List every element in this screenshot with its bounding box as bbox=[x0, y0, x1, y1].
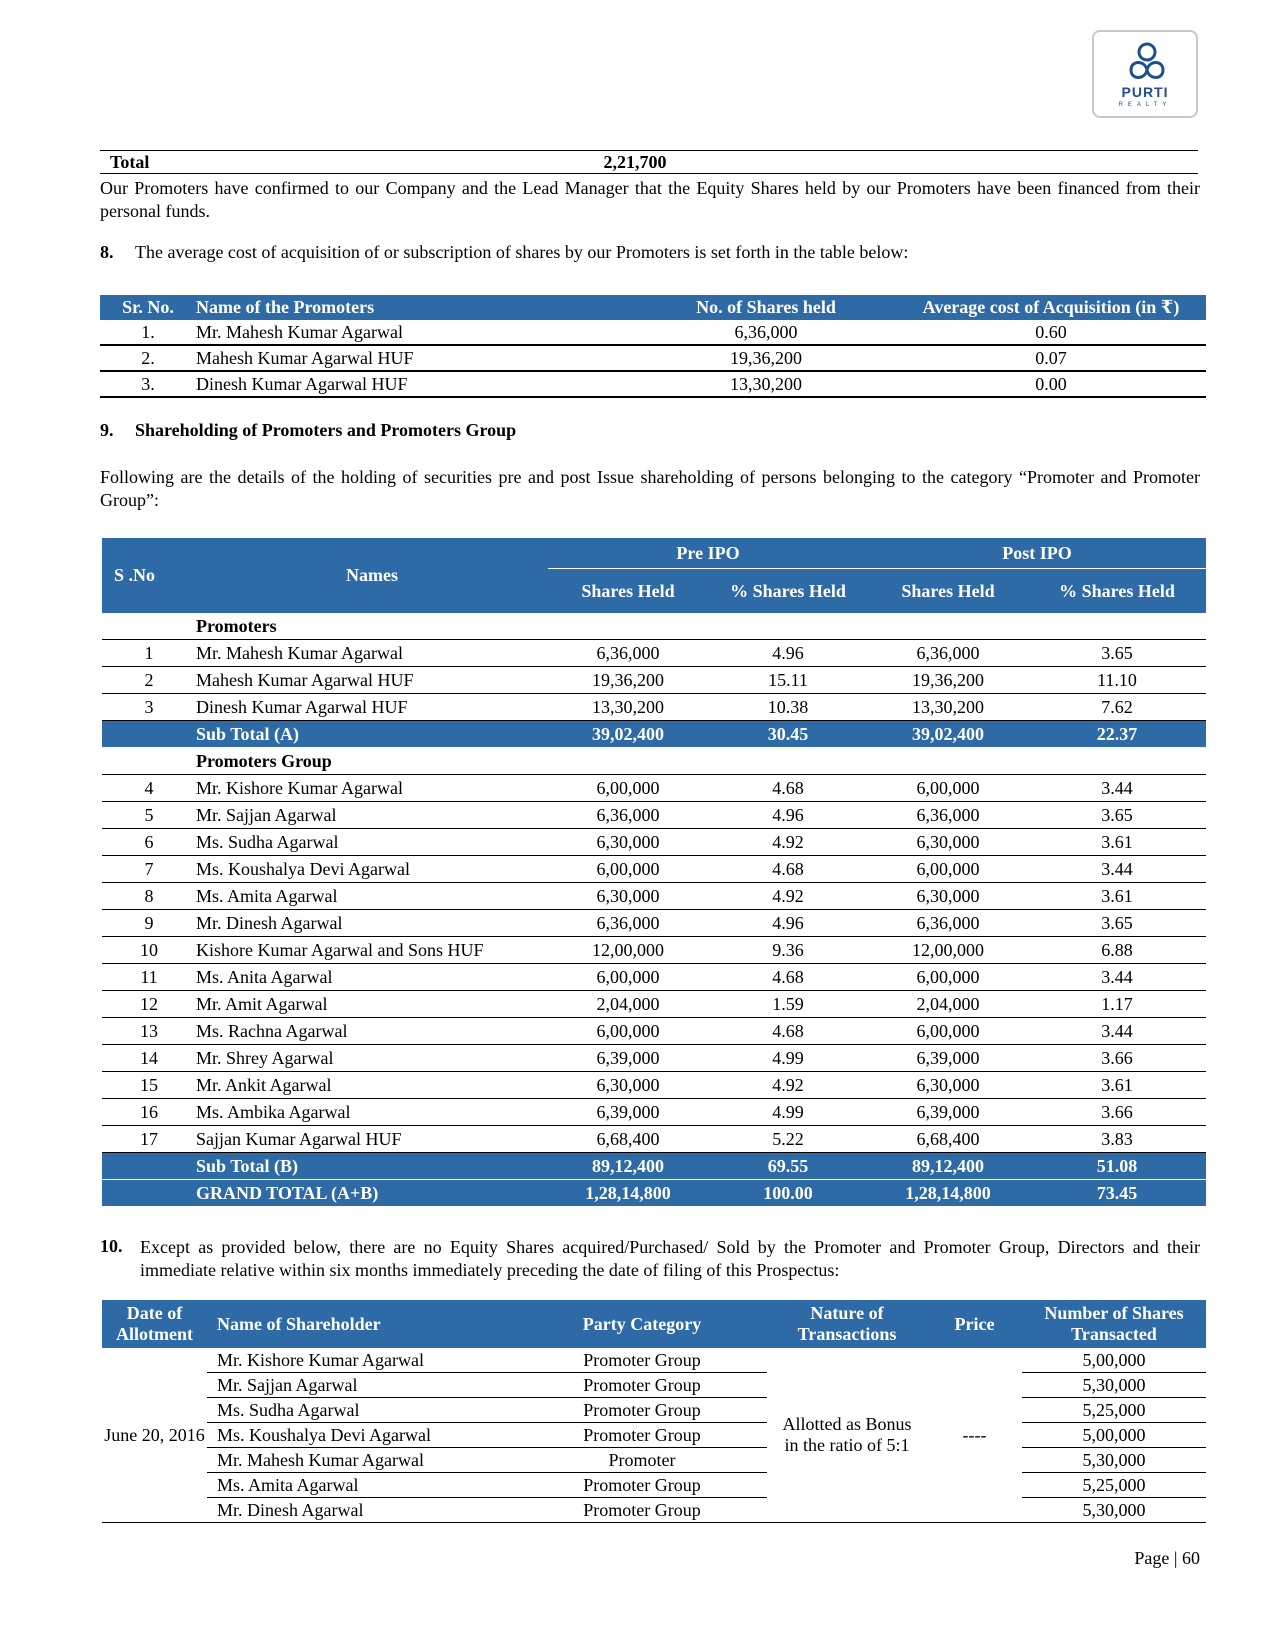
table-row bbox=[102, 1398, 1206, 1423]
price: ---- bbox=[927, 1348, 1022, 1523]
cell: 19,36,200 bbox=[868, 667, 1028, 694]
cell: 3.44 bbox=[1028, 964, 1206, 991]
col-header-sno: S .No bbox=[102, 538, 196, 613]
cell: 6,36,000 bbox=[548, 910, 708, 937]
cell: 5,25,000 bbox=[1022, 1398, 1206, 1423]
cell: 3.66 bbox=[1028, 1099, 1206, 1126]
cell: 6,00,000 bbox=[548, 964, 708, 991]
cell: Ms. Rachna Agarwal bbox=[196, 1018, 548, 1045]
cell: Dinesh Kumar Agarwal HUF bbox=[196, 694, 548, 721]
cell: 6,68,400 bbox=[868, 1126, 1028, 1153]
table-row bbox=[102, 991, 1206, 1018]
group-label: Promoters Group bbox=[196, 748, 548, 775]
cell: 22.37 bbox=[1028, 721, 1206, 748]
cell: GRAND TOTAL (A+B) bbox=[196, 1180, 548, 1207]
cell: 11.10 bbox=[1028, 667, 1206, 694]
cell: 1 bbox=[102, 640, 196, 667]
cell: 10.38 bbox=[708, 694, 868, 721]
section-8-number: 8. bbox=[100, 242, 114, 262]
group-label-row bbox=[102, 613, 1206, 640]
cell: 4.96 bbox=[708, 802, 868, 829]
cell: Mahesh Kumar Agarwal HUF bbox=[196, 667, 548, 694]
cell: 6,36,000 bbox=[868, 640, 1028, 667]
cell: 6.88 bbox=[1028, 937, 1206, 964]
table-row bbox=[102, 1072, 1206, 1099]
cell: 6,00,000 bbox=[548, 856, 708, 883]
section-8-text: The average cost of acquisition of or subscription of shares by our Promoters is set forth in the table below: bbox=[135, 242, 909, 262]
cell: 4.99 bbox=[708, 1045, 868, 1072]
cell: 4 bbox=[102, 775, 196, 802]
section-9-title: Shareholding of Promoters and Promoters Group bbox=[135, 420, 517, 440]
cell: 6,36,000 bbox=[548, 640, 708, 667]
cell: 6,00,000 bbox=[868, 856, 1028, 883]
cell: Promoter Group bbox=[517, 1373, 767, 1398]
table-row bbox=[102, 1099, 1206, 1126]
cell: 6,00,000 bbox=[868, 964, 1028, 991]
cell: 19,36,200 bbox=[636, 345, 896, 371]
table-row bbox=[102, 829, 1206, 856]
shareholding-table bbox=[102, 538, 1206, 1207]
nature-of-transaction: Allotted as Bonus in the ratio of 5:1 bbox=[767, 1348, 927, 1523]
table-row bbox=[102, 694, 1206, 721]
cell: Sub Total (A) bbox=[196, 721, 548, 748]
col-header-party: Party Category bbox=[517, 1300, 767, 1348]
section-9-number: 9. bbox=[100, 420, 114, 440]
cell: 6,39,000 bbox=[548, 1099, 708, 1126]
col-header-pre-ipo: Pre IPO bbox=[548, 538, 868, 569]
cell: 15.11 bbox=[708, 667, 868, 694]
table-row bbox=[102, 964, 1206, 991]
section-9-paragraph: Following are the details of the holding of securities pre and post Issue shareholding of persons belonging to the category “Promoter and Promoter Group”: bbox=[100, 467, 1200, 510]
table-row bbox=[102, 856, 1206, 883]
cell: 30.45 bbox=[708, 721, 868, 748]
cell: Mr. Sajjan Agarwal bbox=[207, 1373, 517, 1398]
table-row bbox=[100, 345, 1206, 371]
cell: 0.60 bbox=[896, 320, 1206, 345]
table-row bbox=[102, 1423, 1206, 1448]
group-label: Promoters bbox=[196, 613, 548, 640]
table-row bbox=[100, 371, 1206, 397]
table-row bbox=[102, 910, 1206, 937]
cell: 4.99 bbox=[708, 1099, 868, 1126]
cell: 13,30,200 bbox=[548, 694, 708, 721]
cell: Ms. Ambika Agarwal bbox=[196, 1099, 548, 1126]
col-header-number: Number of Shares Transacted bbox=[1022, 1300, 1206, 1348]
cell: 3.65 bbox=[1028, 802, 1206, 829]
cell: 1. bbox=[100, 320, 196, 345]
cell: 6,00,000 bbox=[548, 1018, 708, 1045]
cell: 3.65 bbox=[1028, 640, 1206, 667]
cell: 100.00 bbox=[708, 1180, 868, 1207]
allotment-date: June 20, 2016 bbox=[102, 1348, 207, 1523]
average-cost-table bbox=[100, 295, 1206, 398]
cell: 6,30,000 bbox=[868, 829, 1028, 856]
cell: 39,02,400 bbox=[868, 721, 1028, 748]
cell: 73.45 bbox=[1028, 1180, 1206, 1207]
cell: Mr. Sajjan Agarwal bbox=[196, 802, 548, 829]
cell: 69.55 bbox=[708, 1153, 868, 1180]
cell: Ms. Koushalya Devi Agarwal bbox=[207, 1423, 517, 1448]
cell: 1,28,14,800 bbox=[868, 1180, 1028, 1207]
cell: Promoter Group bbox=[517, 1423, 767, 1448]
cell: Promoter Group bbox=[517, 1348, 767, 1373]
table-row bbox=[102, 1448, 1206, 1473]
col-header: Average cost of Acquisition (in ₹) bbox=[922, 297, 1180, 317]
cell: 5.22 bbox=[708, 1126, 868, 1153]
cell: 11 bbox=[102, 964, 196, 991]
cell: 6,30,000 bbox=[548, 1072, 708, 1099]
col-header-post-ipo: Post IPO bbox=[868, 538, 1206, 569]
logo-wordmark: PURTI bbox=[1121, 84, 1169, 100]
cell: 6,39,000 bbox=[868, 1099, 1028, 1126]
cell: Mahesh Kumar Agarwal HUF bbox=[196, 345, 636, 371]
cell: 6,39,000 bbox=[868, 1045, 1028, 1072]
cell: Sub Total (B) bbox=[196, 1153, 548, 1180]
cell: 13,30,200 bbox=[636, 371, 896, 397]
table-row bbox=[102, 937, 1206, 964]
table-row bbox=[102, 1498, 1206, 1523]
cell: 6,00,000 bbox=[868, 775, 1028, 802]
table-row bbox=[102, 640, 1206, 667]
cell: 4.68 bbox=[708, 1018, 868, 1045]
cell: 9.36 bbox=[708, 937, 868, 964]
cell: 51.08 bbox=[1028, 1153, 1206, 1180]
table-row bbox=[102, 1045, 1206, 1072]
cell: Dinesh Kumar Agarwal HUF bbox=[196, 371, 636, 397]
cell: 5,00,000 bbox=[1022, 1348, 1206, 1373]
table-row bbox=[102, 1126, 1206, 1153]
cell: 5,30,000 bbox=[1022, 1498, 1206, 1523]
cell: 4.92 bbox=[708, 883, 868, 910]
cell: 14 bbox=[102, 1045, 196, 1072]
cell: Mr. Dinesh Agarwal bbox=[196, 910, 548, 937]
cell: 6,36,000 bbox=[548, 802, 708, 829]
cell: 3.44 bbox=[1028, 1018, 1206, 1045]
table-row bbox=[100, 320, 1206, 345]
cell: 16 bbox=[102, 1099, 196, 1126]
subtotal-a-row bbox=[102, 721, 1206, 748]
cell: 3.61 bbox=[1028, 829, 1206, 856]
cell: 2 bbox=[102, 667, 196, 694]
cell: Promoter Group bbox=[517, 1473, 767, 1498]
logo-subtext: REALTY bbox=[1118, 102, 1172, 108]
promoters-financed-paragraph: Our Promoters have confirmed to our Company and the Lead Manager that the Equity Shares held by our Promoters have been financed from their personal funds. bbox=[100, 178, 1200, 221]
cell: Mr. Mahesh Kumar Agarwal bbox=[207, 1448, 517, 1473]
cell: 6,36,000 bbox=[636, 320, 896, 345]
table-header-row bbox=[100, 295, 1206, 320]
cell: 9 bbox=[102, 910, 196, 937]
cell: 2,04,000 bbox=[548, 991, 708, 1018]
infinity-logo-icon bbox=[1121, 38, 1173, 84]
page-number: Page | 60 bbox=[1134, 1548, 1200, 1568]
table-row bbox=[102, 1018, 1206, 1045]
cell: 5,00,000 bbox=[1022, 1423, 1206, 1448]
cell: 12,00,000 bbox=[548, 937, 708, 964]
table-row bbox=[102, 1373, 1206, 1398]
cell: 8 bbox=[102, 883, 196, 910]
cell: Ms. Amita Agarwal bbox=[196, 883, 548, 910]
cell: 1.59 bbox=[708, 991, 868, 1018]
cell: Mr. Ankit Agarwal bbox=[196, 1072, 548, 1099]
cell: Mr. Mahesh Kumar Agarwal bbox=[196, 640, 548, 667]
cell: 4.92 bbox=[708, 829, 868, 856]
cell: 6 bbox=[102, 829, 196, 856]
cell: 13 bbox=[102, 1018, 196, 1045]
table-row bbox=[102, 802, 1206, 829]
col-header-names: Names bbox=[196, 538, 548, 613]
cell: 3.44 bbox=[1028, 856, 1206, 883]
total-value: 2,21,700 bbox=[310, 151, 960, 174]
cell: Mr. Mahesh Kumar Agarwal bbox=[196, 320, 636, 345]
cell: 6,68,400 bbox=[548, 1126, 708, 1153]
col-header-nature: Nature of Transactions bbox=[767, 1300, 927, 1348]
cell: Ms. Sudha Agarwal bbox=[196, 829, 548, 856]
cell: 0.00 bbox=[896, 371, 1206, 397]
cell: 3.44 bbox=[1028, 775, 1206, 802]
cell: 3.66 bbox=[1028, 1045, 1206, 1072]
col-header: No. of Shares held bbox=[696, 297, 836, 317]
cell: 2. bbox=[100, 345, 196, 371]
col-header-pct: % Shares Held bbox=[708, 569, 868, 614]
total-row-table bbox=[100, 150, 1198, 174]
cell: 10 bbox=[102, 937, 196, 964]
cell: Ms. Amita Agarwal bbox=[207, 1473, 517, 1498]
cell: 4.68 bbox=[708, 964, 868, 991]
cell: 4.92 bbox=[708, 1072, 868, 1099]
cell: Mr. Kishore Kumar Agarwal bbox=[196, 775, 548, 802]
table-row bbox=[102, 883, 1206, 910]
col-header: Sr. No. bbox=[122, 297, 174, 317]
cell: 3 bbox=[102, 694, 196, 721]
cell: 5,30,000 bbox=[1022, 1448, 1206, 1473]
cell: 6,00,000 bbox=[868, 1018, 1028, 1045]
cell: 39,02,400 bbox=[548, 721, 708, 748]
cell: 0.07 bbox=[896, 345, 1206, 371]
cell: 6,36,000 bbox=[868, 910, 1028, 937]
cell: 6,30,000 bbox=[548, 829, 708, 856]
allotment-table bbox=[102, 1300, 1206, 1523]
col-header: Name of the Promoters bbox=[196, 297, 375, 317]
cell: 6,36,000 bbox=[868, 802, 1028, 829]
cell: 4.96 bbox=[708, 640, 868, 667]
section-10-number: 10. bbox=[100, 1236, 123, 1256]
cell: 1.17 bbox=[1028, 991, 1206, 1018]
cell: 6,30,000 bbox=[868, 1072, 1028, 1099]
col-header-price: Price bbox=[927, 1300, 1022, 1348]
cell: Promoter bbox=[517, 1448, 767, 1473]
table-row bbox=[102, 1473, 1206, 1498]
cell: 7 bbox=[102, 856, 196, 883]
cell: 15 bbox=[102, 1072, 196, 1099]
section-10-text: Except as provided below, there are no Equity Shares acquired/Purchased/ Sold by the Promoter and Promoter Group, Directors and their immediate relative within six months immediately preceding the date of filing of this Prospectus: bbox=[140, 1237, 1200, 1280]
col-header-shares: Shares Held bbox=[548, 569, 708, 614]
cell: 6,00,000 bbox=[548, 775, 708, 802]
table-row bbox=[102, 1348, 1206, 1373]
table-row bbox=[102, 667, 1206, 694]
total-label: Total bbox=[100, 151, 310, 174]
cell: 5,25,000 bbox=[1022, 1473, 1206, 1498]
cell: Promoter Group bbox=[517, 1398, 767, 1423]
grand-total-row bbox=[102, 1180, 1206, 1207]
cell: 12,00,000 bbox=[868, 937, 1028, 964]
group-label-row bbox=[102, 748, 1206, 775]
cell: 3.65 bbox=[1028, 910, 1206, 937]
cell: 89,12,400 bbox=[548, 1153, 708, 1180]
cell: 17 bbox=[102, 1126, 196, 1153]
cell: 3.61 bbox=[1028, 1072, 1206, 1099]
cell: 6,39,000 bbox=[548, 1045, 708, 1072]
cell: Ms. Koushalya Devi Agarwal bbox=[196, 856, 548, 883]
cell: Mr. Kishore Kumar Agarwal bbox=[207, 1348, 517, 1373]
cell: 13,30,200 bbox=[868, 694, 1028, 721]
cell: 89,12,400 bbox=[868, 1153, 1028, 1180]
cell: 4.68 bbox=[708, 775, 868, 802]
cell: 19,36,200 bbox=[548, 667, 708, 694]
cell: 6,30,000 bbox=[868, 883, 1028, 910]
col-header-date: Date of Allotment bbox=[102, 1300, 207, 1348]
cell: Ms. Anita Agarwal bbox=[196, 964, 548, 991]
col-header-shares: Shares Held bbox=[868, 569, 1028, 614]
cell: 4.68 bbox=[708, 856, 868, 883]
subtotal-b-row bbox=[102, 1153, 1206, 1180]
cell: Mr. Dinesh Agarwal bbox=[207, 1498, 517, 1523]
cell: 3. bbox=[100, 371, 196, 397]
cell: 6,30,000 bbox=[548, 883, 708, 910]
cell: 3.61 bbox=[1028, 883, 1206, 910]
col-header-name: Name of Shareholder bbox=[207, 1300, 517, 1348]
cell: 12 bbox=[102, 991, 196, 1018]
col-header-pct: % Shares Held bbox=[1028, 569, 1206, 614]
cell: Kishore Kumar Agarwal and Sons HUF bbox=[196, 937, 548, 964]
cell: 7.62 bbox=[1028, 694, 1206, 721]
cell: 1,28,14,800 bbox=[548, 1180, 708, 1207]
cell: 3.83 bbox=[1028, 1126, 1206, 1153]
cell: Sajjan Kumar Agarwal HUF bbox=[196, 1126, 548, 1153]
table-row bbox=[102, 775, 1206, 802]
cell: 2,04,000 bbox=[868, 991, 1028, 1018]
cell: 4.96 bbox=[708, 910, 868, 937]
cell: Mr. Amit Agarwal bbox=[196, 991, 548, 1018]
cell: Mr. Shrey Agarwal bbox=[196, 1045, 548, 1072]
cell: 5,30,000 bbox=[1022, 1373, 1206, 1398]
cell: 5 bbox=[102, 802, 196, 829]
cell: Ms. Sudha Agarwal bbox=[207, 1398, 517, 1423]
cell: Promoter Group bbox=[517, 1498, 767, 1523]
company-logo bbox=[1092, 30, 1198, 118]
